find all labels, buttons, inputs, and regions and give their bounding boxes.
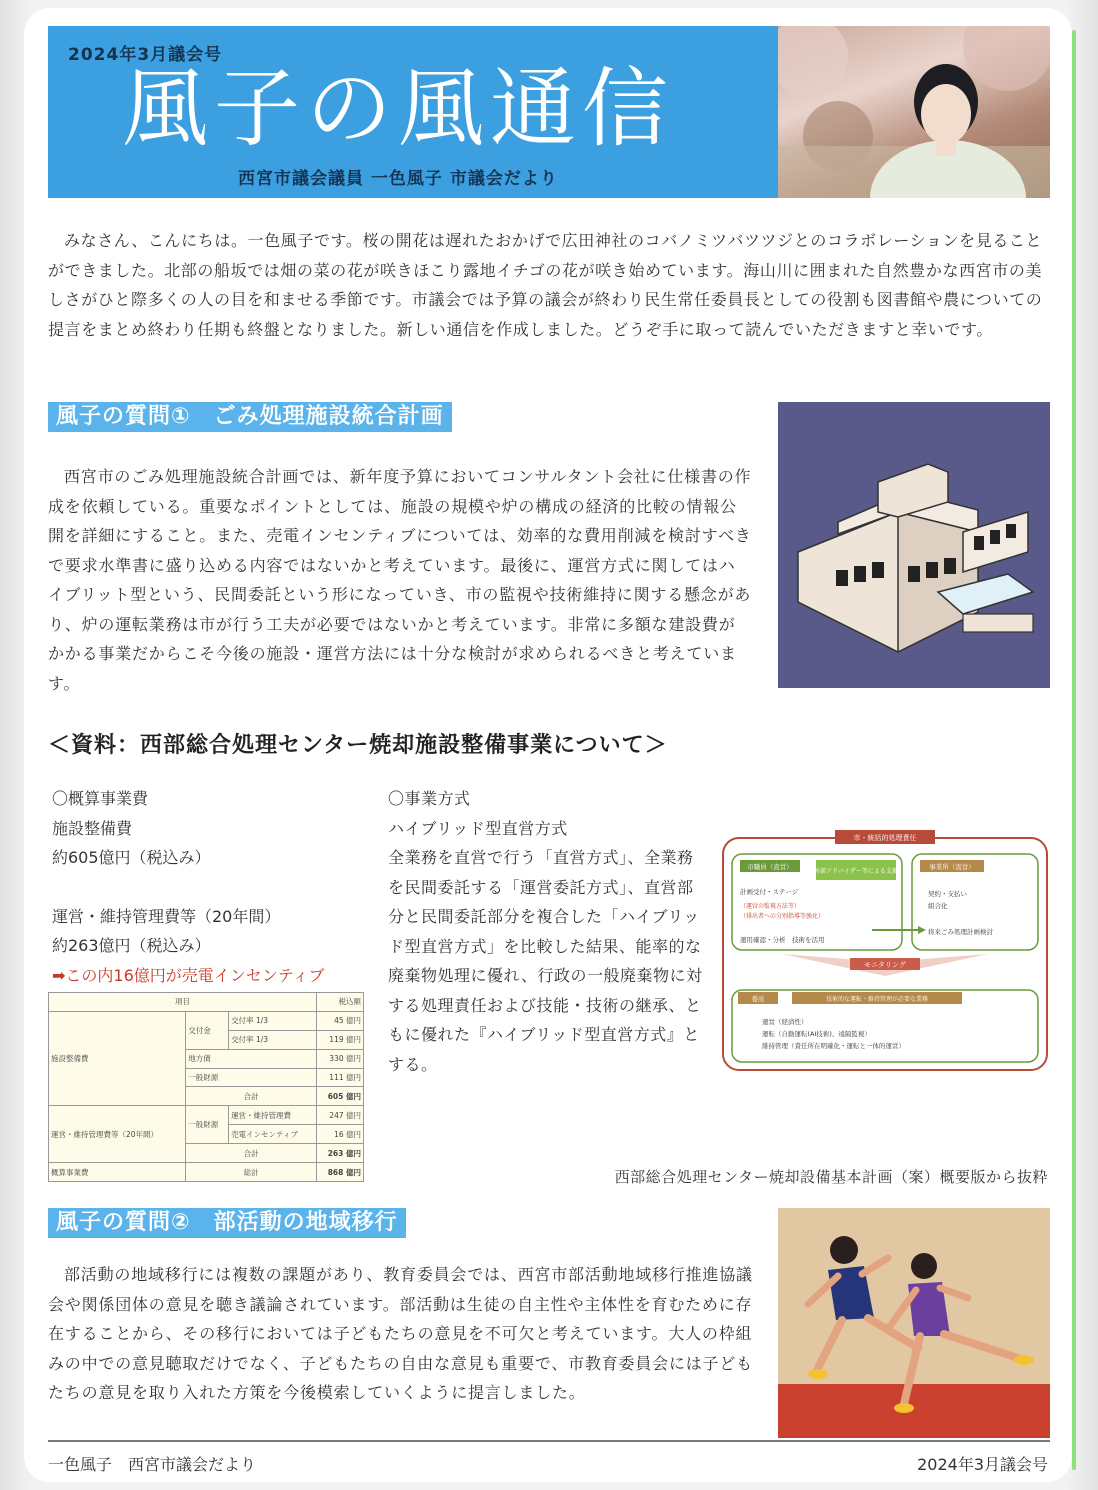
table-cell: 交付率 1/3 [229,1011,317,1030]
box2-line: 契約・支払い [928,890,967,898]
table-cell: 247 億円 [317,1106,364,1125]
footer-left: 一色風子 西宮市議会だより [48,1455,257,1474]
method-title: 〇事業方式 [388,789,471,808]
source-note: 西部総合処理センター焼却設備基本計画（案）概要版から抜粋 [614,1168,1048,1186]
table-row [49,1163,364,1182]
table-header-cell: 税込額 [317,993,364,1012]
table-cell: 16 億円 [317,1125,364,1144]
box1-line: 計画受付・ステージ [740,888,799,896]
table-cell: 地方債 [186,1049,317,1068]
runners-illustration [778,1208,1050,1438]
q1-body: 西宮市のごみ処理施設統合計画では、新年度予算においてコンサルタント会社に仕様書の作成を依頼している。重要なポイントとしては、施設の規模や炉の構成の経済的比較の情報公開を詳細にすること。また、売電インセンティブについては、効率的な費用削減を検討すべきで要求水準書に盛り込める内容ではないかと考えています。最後に、運営方式に関してはハイブリット型という、民間委託という形になっていき、市の監視や技術維持に関する懸念があり、炉の運転業務は市が行う工夫が必要ではないかと考えています。非常に多額な建設費がかかる事業だからこそ今後の施設・運営方法には十分な検討が求められるべきと考えています。 [48,467,752,693]
box3-line: 運営（経済性） [762,1018,808,1026]
box1-line: （排出者への分別指導等強化） [740,913,825,920]
issue-label: 2024年3月議会号 [68,45,223,65]
table-cell: 売電インセンティブ [229,1125,317,1144]
table-cell: 交付金 [186,1011,229,1049]
box3-line: 維持管理（責任所在明確化・運転と一体的運営） [762,1042,905,1050]
author-photo [778,26,1050,198]
resource-heading: ＜資料：西部総合処理センター焼却施設整備事業について＞ [48,733,668,758]
cost-line: 〇概算事業費 [52,789,149,808]
footer-divider [48,1440,1050,1442]
newsletter-subtitle: 西宮市議会議員 一色風子 市議会だより [238,169,558,189]
table-header-cell: 項目 [49,993,317,1012]
cost-line: 施設整備費 [52,818,133,838]
box3-title: 委託 [751,995,765,1003]
method-subtitle: ハイブリッド型直営方式 [388,818,568,838]
cost-line: 運営・維持管理費等（20年間） [52,906,281,926]
table-cell: 111 億円 [317,1068,364,1087]
box1-line: （運営の監視方法等） [740,903,801,910]
intro-paragraph: みなさん、こんにちは。一色風子です。桜の開花は遅れたおかげで広田神社のコバノミツバツツジとのコラボレーションを見ることができました。北部の船坂では畑の菜の花が咲きほこり露地イチゴの花が咲き始めています。海山川に囲まれた自然豊かな西宮市の美しさがひと際多くの人の目を和ませる季節です。市議会では予算の議会が終わり民生常任委員長としての役割も図書館や農についての提言をまとめ終わり任期も終盤となりました。新しい通信を作成しました。どうぞ手に取って読んでいただきますと幸いです。 [48,231,1043,339]
table-cell: 45 億円 [317,1011,364,1030]
box1-line: 運用確認・分析 技術を活用 [740,936,825,944]
method-body: 全業務を直営で行う「直営方式」、全業務を民間委託する「運営委託方式」、直営部分と民間委託部分を複合した「ハイブリッド型直営方式」を比較した結果、能率的な廃棄物処理に優れ、行政の一般廃棄物に対する処理責任および技能・技術の継承、ともに優れた『ハイブリッド型直営方式』とする。 [388,848,703,1074]
q2-body: 部活動の地域移行には複数の課題があり、教育委員会では、西宮市部活動地域移行推進協議会や関係団体の意見を聴き議論されています。部活動は生徒の自主性や主体性を育むために存在することから、その移行においては子どもたちの意見を不可欠と考えています。大人の枠組みの中での意見聴取だけでなく、子どもたちの自由な意見も重要で、市教育委員会には子どもたちの意見を取り入れた方策を今後模索していくように提言しました。 [48,1265,753,1402]
box3-line: 運転（自動運転(AI技術)、遠隔監視） [762,1030,871,1038]
header-banner [48,26,778,198]
box1-title: 市職員（直営） [747,863,793,871]
table-row [49,1011,364,1030]
table-row [49,1106,364,1125]
table-cell: 一般財源 [186,1106,229,1144]
cost-line: 約263億円（税込み） [52,936,211,955]
table-cell: 合計 [186,1087,317,1106]
footer-right: 2024年3月議会号 [917,1455,1048,1474]
table-cell: 概算事業費 [49,1163,186,1182]
management-diagram [722,830,1048,1072]
table-cell: 868 億円 [317,1163,364,1182]
newsletter-page [24,8,1072,1482]
business-method [388,784,708,1079]
table-cell: 263 億円 [317,1144,364,1163]
diagram-top-label: 市・統括的処理責任 [853,834,917,842]
incentive-note: ➡この内16億円が売電インセンティブ [52,965,325,985]
table-cell: 一般財源 [186,1068,317,1087]
q2-heading: 風子の質問② 部活動の地域移行 [48,1208,406,1238]
table-cell: 総計 [186,1163,317,1182]
monitoring-label: モニタリング [864,961,906,969]
incinerator-illustration [778,402,1050,688]
table-cell: 605 億円 [317,1087,364,1106]
portrait-illustration [778,26,1050,198]
table-cell: 施設整備費 [49,1011,186,1105]
box2-line: 組合化 [928,902,948,910]
table-cell: 330 億円 [317,1049,364,1068]
cost-summary [52,784,392,990]
box3-sub: 技術的な運転・維持管理が必要な業務 [825,996,929,1003]
spacer [52,873,392,902]
scroll-indicator [1072,30,1076,1470]
table-cell: 合計 [186,1144,317,1163]
table-header-row [49,993,364,1012]
box2-line: 将来ごみ処理計画検討 [928,928,993,936]
table-cell: 運営・維持管理費 [229,1106,317,1125]
box1-sub: 外部アドバイザー等による支援 [814,868,898,875]
cost-line: 約605億円（税込み） [52,848,211,867]
q1-heading: 風子の質問① ごみ処理施設統合計画 [48,402,452,432]
newsletter-title: 風子の風通信 [122,59,674,159]
box2-title: 事業所（直営） [929,863,975,871]
table-cell: 交付率 1/3 [229,1030,317,1049]
table-cell: 119 億円 [317,1030,364,1049]
cost-table [48,992,364,1182]
table-cell: 運営・維持管理費等（20年間） [49,1106,186,1163]
